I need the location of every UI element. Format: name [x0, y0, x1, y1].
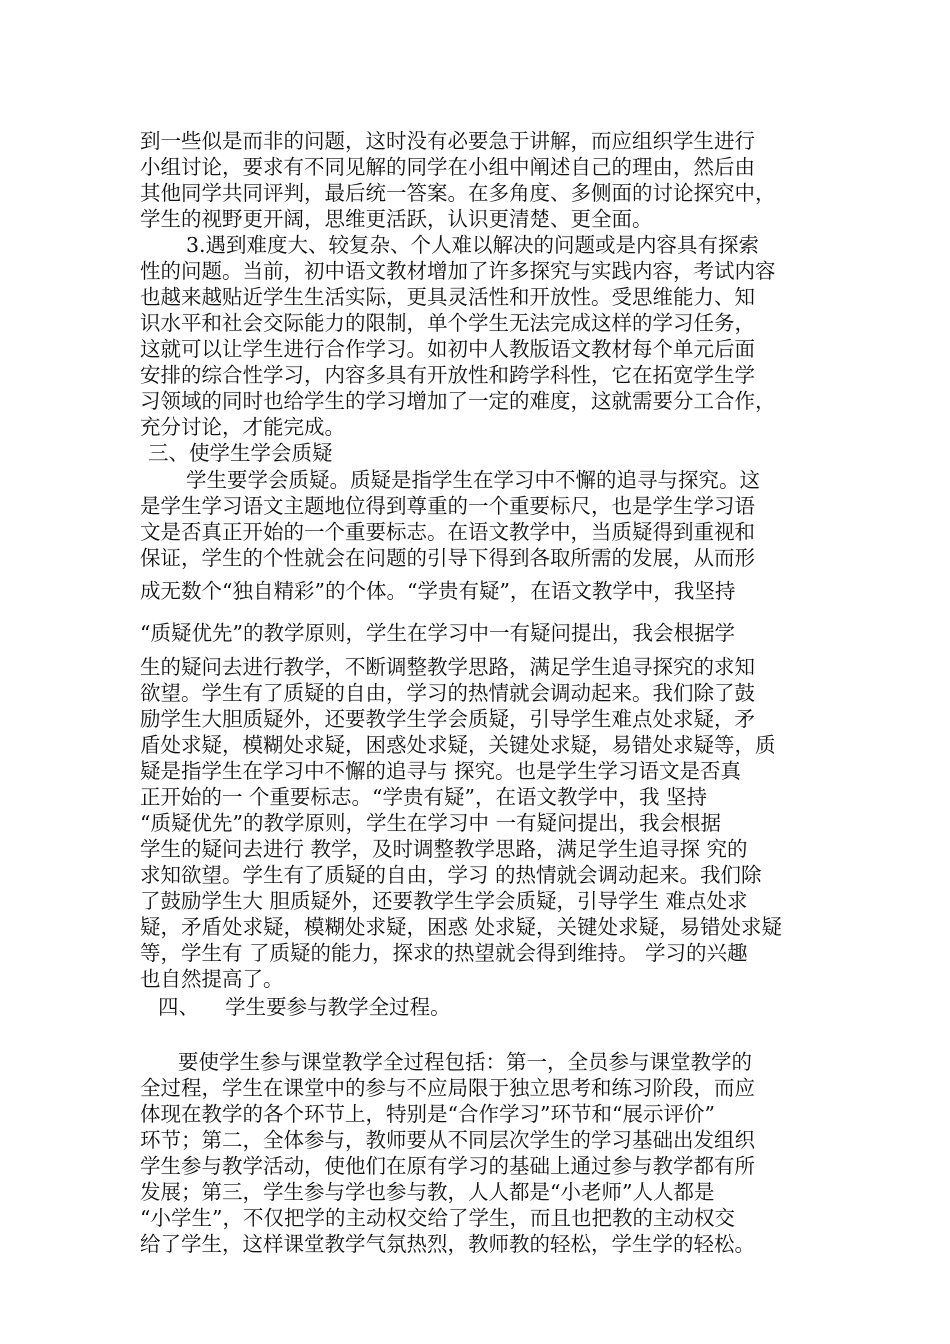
- paragraph-line: 其他同学共同评判，最后统一答案。在多角度、多侧面的讨论探究中，: [140, 181, 776, 205]
- paragraph-line: 识水平和社会交际能力的限制，单个学生无法完成这样的学习任务，: [140, 311, 755, 335]
- paragraph-line: 习领域的同时也给学生的学习增加了一定的难度，这就需要分工合作，: [140, 389, 776, 413]
- paragraph-line: 欲望。学生有了质疑的自由，学习的热情就会调动起来。我们除了鼓: [140, 681, 755, 705]
- paragraph-line: 疑，矛盾处求疑，模糊处求疑，困惑 处求疑，关键处求疑，易错处求疑: [140, 915, 783, 939]
- paragraph-line: “质疑优先”的教学原则，学生在学习中 一有疑问提出，我会根据: [140, 811, 721, 835]
- paragraph-line: 这就可以让学生进行合作学习。如初中人教版语文教材每个单元后面: [140, 337, 755, 361]
- paragraph-line: 成无数个“独自精彩”的个体。“学贵有疑”，在语文教学中，我坚持: [140, 579, 736, 603]
- paragraph-line: 性的问题。当前，初中语文教材增加了许多探究与实践内容，考试内容: [140, 259, 776, 283]
- paragraph-line: 给了学生，这样课堂教学气氛热烈，教师教的轻松，学生学的轻松。: [140, 1232, 755, 1256]
- paragraph-line: 了鼓励学生大 胆质疑外，还要教学生学会质疑，引导学生 难点处求: [140, 889, 748, 913]
- paragraph-line: 学生的疑问去进行 教学，及时调整教学思路，满足学生追寻探 究的: [140, 837, 748, 861]
- paragraph-line: 励学生大胆质疑外，还要教学生学会质疑，引导学生难点处求疑，矛: [140, 707, 755, 731]
- paragraph-line: 保证，学生的个性就会在问题的引导下得到各取所需的发展，从而形: [140, 546, 755, 570]
- paragraph-line: 体现在教学的各个环节上，特别是“合作学习”环节和“展示评价”: [140, 1102, 715, 1126]
- paragraph-line: 小组讨论，要求有不同见解的同学在小组中阐述自己的理由，然后由: [140, 155, 755, 179]
- paragraph-line: 充分讨论，才能完成。: [140, 415, 345, 439]
- paragraph-line: 3.遇到难度大、较复杂、个人难以解决的问题或是内容具有探索: [186, 233, 760, 257]
- paragraph-line: 疑是指学生在学习中不懈的追寻与 探究。也是学生学习语文是否真: [140, 759, 742, 783]
- paragraph-line: “质疑优先”的教学原则，学生在学习中一有疑问提出，我会根据学: [140, 621, 735, 645]
- paragraph-line: 到一些似是而非的问题，这时没有必要急于讲解，而应组织学生进行: [140, 129, 755, 153]
- paragraph-line: 也自然提高了。: [140, 967, 284, 991]
- paragraph-line: 等，学生有 了质疑的能力，探求的热望就会得到维持。 学习的兴趣: [140, 941, 748, 965]
- paragraph-line: 学生的视野更开阔，思维更活跃，认识更清楚、更全面。: [140, 207, 653, 231]
- paragraph-line: 学生要学会质疑。质疑是指学生在学习中不懈的追寻与探究。这: [186, 468, 760, 492]
- paragraph-line: 安排的综合性学习，内容多具有开放性和跨学科性，它在拓宽学生学: [140, 363, 755, 387]
- paragraph-line: 盾处求疑，模糊处求疑，困惑处求疑，关键处求疑，易错处求疑等，质: [140, 733, 776, 757]
- paragraph-line: 文是否真正开始的一个重要标志。在语文教学中，当质疑得到重视和: [140, 520, 755, 544]
- paragraph-line: 求知欲望。学生有了质疑的自由，学习 的热情就会调动起来。我们除: [140, 863, 762, 887]
- paragraph-line: 环节；第二，全体参与，教师要从不同层次学生的学习基础出发组织: [140, 1128, 755, 1152]
- paragraph-line: 全过程，学生在课堂中的参与不应局限于独立思考和练习阶段，而应: [140, 1076, 755, 1100]
- section-heading: 四、 学生要参与教学全过程。: [158, 995, 451, 1019]
- paragraph-line: 生的疑问去进行教学，不断调整教学思路，满足学生追寻探究的求知: [140, 655, 755, 679]
- paragraph-line: “小学生”，不仅把学的主动权交给了学生，而且也把教的主动权交: [140, 1206, 735, 1230]
- paragraph-line: 学生参与教学活动，使他们在原有学习的基础上通过参与教学都有所: [140, 1154, 755, 1178]
- paragraph-line: 正开始的一 个重要标志。“学贵有疑”，在语文教学中，我 坚持: [140, 785, 707, 809]
- paragraph-line: 是学生学习语文主题地位得到尊重的一个重要标尺，也是学生学习语: [140, 494, 755, 518]
- paragraph-line: 要使学生参与课堂教学全过程包括：第一，全员参与课堂教学的: [178, 1050, 752, 1074]
- paragraph-line: 也越来越贴近学生生活实际，更具灵活性和开放性。受思维能力、知: [140, 285, 755, 309]
- paragraph-line: 发展；第三，学生参与学也参与教，人人都是“小老师”人人都是: [140, 1180, 715, 1204]
- section-heading: 三、使学生学会质疑: [148, 441, 333, 465]
